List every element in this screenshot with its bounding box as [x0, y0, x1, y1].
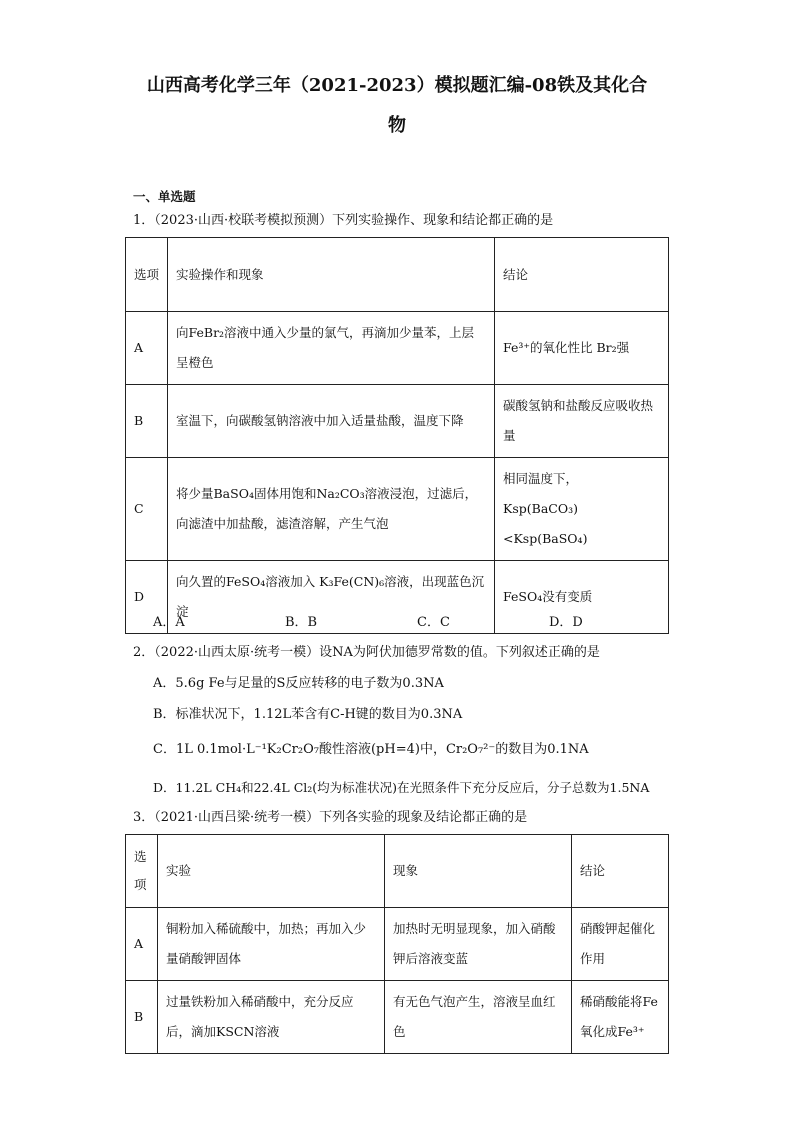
phenomenon-cell: 有无色气泡产生，溶液呈血红色 [385, 981, 572, 1054]
operation-cell: 向FeBr₂溶液中通入少量的氯气，再滴加少量苯，上层呈橙色 [168, 312, 495, 385]
q2-stem: 2．（2022·山西太原·统考一模）设NA为阿伏加德罗常数的值。下列叙述正确的是 [133, 645, 600, 660]
header-cell: 现象 [385, 835, 572, 908]
conclusion-cell: 硝酸钾起催化作用 [572, 908, 669, 981]
title-line-2: 物 [388, 115, 406, 136]
experiment-cell: 铜粉加入稀硫酸中，加热；再加入少量硝酸钾固体 [158, 908, 385, 981]
table-row [126, 908, 669, 981]
option-cell: C [126, 458, 168, 561]
phenomenon-cell: 加热时无明显现象，加入硝酸钾后溶液变蓝 [385, 908, 572, 981]
q1-table [125, 237, 669, 634]
table-row [126, 981, 669, 1054]
experiment-cell: 过量铁粉加入稀硝酸中，充分反应后，滴加KSCN溶液 [158, 981, 385, 1054]
q2-option-a: A．5.6g Fe与足量的S反应转移的电子数为0.3NA [153, 676, 444, 691]
q1-stem: 1．（2023·山西·校联考模拟预测）下列实验操作、现象和结论都正确的是 [133, 213, 554, 228]
choice-c: C．C [417, 615, 450, 630]
choice-a: A．A [153, 615, 185, 630]
table-row [126, 385, 669, 458]
conclusion-cell: 稀硝酸能将Fe氧化成Fe³⁺ [572, 981, 669, 1054]
option-cell: A [126, 312, 168, 385]
table-row [126, 835, 669, 908]
header-cell: 实验操作和现象 [168, 238, 495, 312]
section-heading: 一、单选题 [133, 189, 196, 204]
option-cell: B [126, 981, 158, 1054]
q2-option-b: B．标准状况下，1.12L苯含有C-H键的数目为0.3NA [153, 707, 463, 722]
option-cell: B [126, 385, 168, 458]
operation-cell: 向久置的FeSO₄溶液加入 K₃Fe(CN)₆溶液，出现蓝色沉淀 [168, 561, 495, 634]
table-row [126, 458, 669, 561]
choice-b: B．B [285, 615, 318, 630]
title-line-1: 山西高考化学三年（2021-2023）模拟题汇编-08铁及其化合 [146, 75, 648, 96]
header-cell: 实验 [158, 835, 385, 908]
choice-d: D．D [549, 615, 583, 630]
table-row [126, 238, 669, 312]
conclusion-cell: 碳酸氢钠和盐酸反应吸收热量 [495, 385, 669, 458]
conclusion-cell: FeSO₄没有变质 [495, 561, 669, 634]
q3-stem: 3．（2021·山西吕梁·统考一模）下列各实验的现象及结论都正确的是 [133, 810, 528, 825]
conclusion-line: Ksp(BaCO₃)<Ksp(BaSO₄) [503, 501, 588, 546]
header-cell: 选项 [126, 835, 158, 908]
q1-choices [153, 611, 681, 630]
conclusion-line: 相同温度下， [503, 471, 579, 486]
header-cell: 结论 [572, 835, 669, 908]
option-cell: D [126, 561, 168, 634]
table-row [126, 312, 669, 385]
header-cell: 结论 [495, 238, 669, 312]
operation-cell: 室温下，向碳酸氢钠溶液中加入适量盐酸，温度下降 [168, 385, 495, 458]
option-cell: A [126, 908, 158, 981]
header-cell: 选项 [126, 238, 168, 312]
q3-table [125, 834, 669, 1054]
conclusion-cell [495, 458, 669, 561]
conclusion-cell: Fe³⁺的氧化性比 Br₂强 [495, 312, 669, 385]
q2-option-c: C．1L 0.1mol·L⁻¹K₂Cr₂O₇酸性溶液(pH=4)中，Cr₂O₇²⁻的数目为0.1NA [153, 742, 589, 757]
operation-cell: 将少量BaSO₄固体用饱和Na₂CO₃溶液浸泡，过滤后，向滤渣中加盐酸，滤渣溶解，产生气泡 [168, 458, 495, 561]
q2-option-d: D．11.2L CH₄和22.4L Cl₂(均为标准状况)在光照条件下充分反应后，分子总数为1.5NA [153, 780, 650, 795]
document-title [100, 66, 694, 146]
